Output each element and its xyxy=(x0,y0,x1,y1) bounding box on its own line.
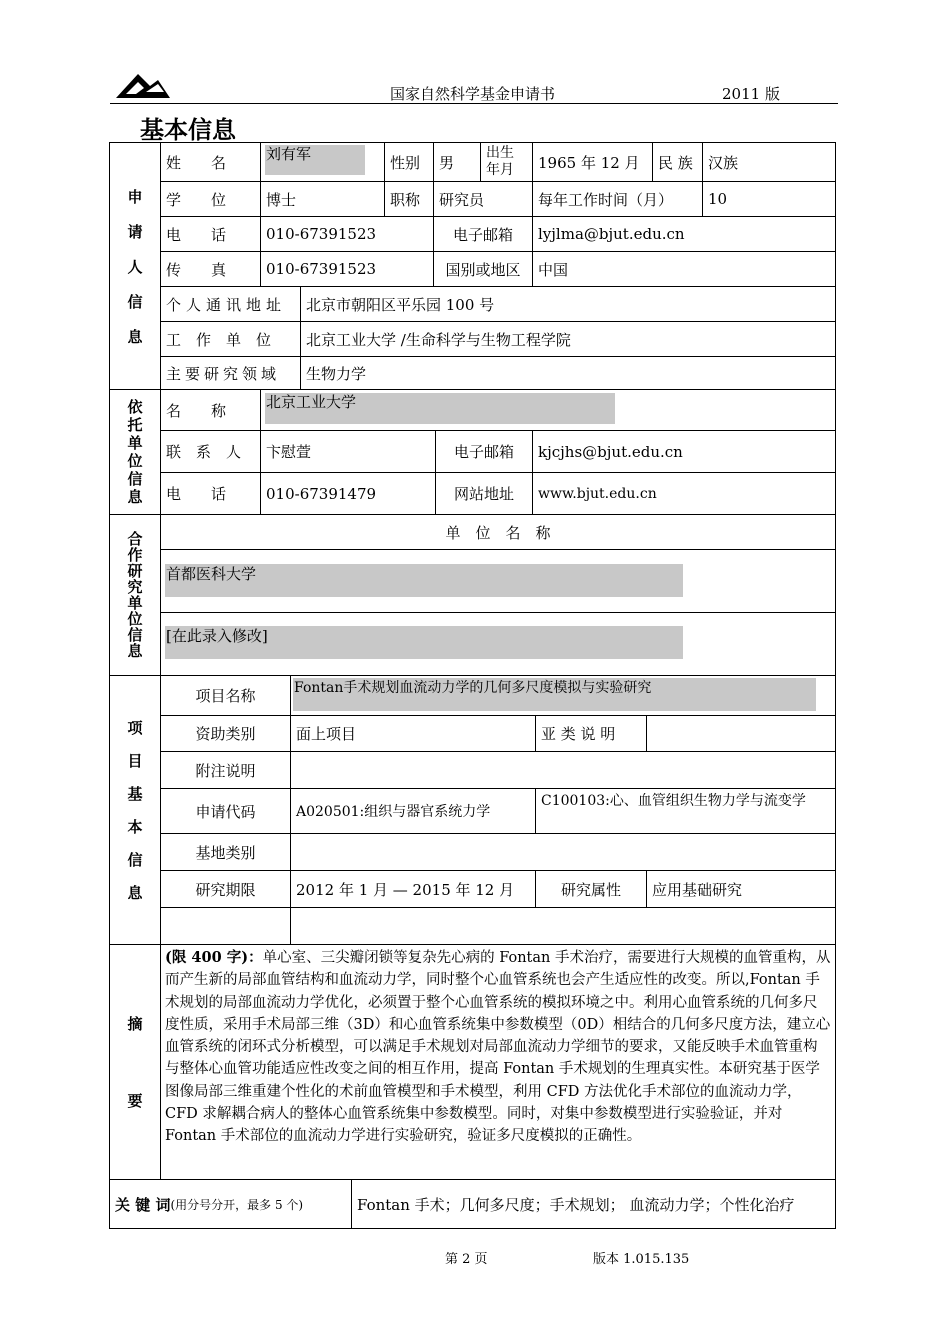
email-value: lyjlma@bjut.edu.cn xyxy=(532,216,836,252)
project-type-label: 资助类别 xyxy=(160,715,291,752)
worktime-value: 10 xyxy=(702,181,836,217)
project-name: Fontan手术规划血流动力学的几何多尺度模拟与实验研究 xyxy=(294,680,652,696)
host-web-value: www.bjut.edu.cn xyxy=(532,472,836,515)
project-period-value: 2012 年 1 月 — 2015 年 12 月 xyxy=(290,870,536,908)
degree-value: 博士 xyxy=(260,181,385,217)
project-name-label: 项目名称 xyxy=(160,675,291,716)
fax-value: 010-67391523 xyxy=(260,251,434,287)
host-name: 北京工业大学 xyxy=(266,393,357,411)
project-base-value[interactable] xyxy=(290,833,836,871)
unit-value: 北京工业大学 /生命科学与生物工程学院 xyxy=(300,321,836,357)
host-group-label: 依 托 单 位 信 息 xyxy=(109,389,161,515)
section-title: 基本信息 xyxy=(140,116,236,144)
host-name-label: 名 称 xyxy=(160,389,261,431)
project-group-label: 项 目 基 本 信 息 xyxy=(109,675,161,945)
header-title: 国家自然科学基金申请书 xyxy=(390,85,556,103)
title-value: 研究员 xyxy=(433,181,533,217)
ethnic-value: 汉族 xyxy=(702,142,836,182)
email-label: 电子邮箱 xyxy=(433,216,533,252)
ethnic-label: 民 族 xyxy=(652,142,703,182)
project-subtype-value[interactable] xyxy=(646,715,836,752)
footer-page: 第 2 页 xyxy=(445,1252,488,1267)
project-period-label: 研究期限 xyxy=(160,870,291,908)
birth-label: 出生年月 xyxy=(480,142,533,182)
project-subtype-label: 亚 类 说 明 xyxy=(535,715,647,752)
partner-unit2[interactable]: [在此录入修改] xyxy=(166,627,268,645)
country-value: 中国 xyxy=(532,251,836,287)
phone-value: 010-67391523 xyxy=(260,216,434,252)
project-code2: C100103:心、血管组织生物力学与流变学 xyxy=(535,788,836,834)
keywords-value: Fontan 手术；几何多尺度；手术规划； 血流动力学；个性化治疗 xyxy=(351,1179,836,1229)
name-label: 姓 名 xyxy=(160,142,261,182)
field-value: 生物力学 xyxy=(300,356,836,390)
footer-version: 版本 1.015.135 xyxy=(593,1252,690,1267)
project-type-value: 面上项目 xyxy=(290,715,536,752)
keywords-label-cell: 关 键 词 (用分号分开，最多 5 个) xyxy=(109,1179,352,1229)
address-value: 北京市朝阳区平乐园 100 号 xyxy=(300,286,836,322)
worktime-label: 每年工作时间（月） xyxy=(532,181,703,217)
nsfc-logo-icon xyxy=(114,70,172,100)
project-code1: A020501:组织与器官系统力学 xyxy=(290,788,536,834)
host-phone-label: 电 话 xyxy=(160,472,261,515)
partner-unit1: 首都医科大学 xyxy=(166,565,257,583)
country-label: 国别或地区 xyxy=(433,251,533,287)
host-web-label: 网站地址 xyxy=(435,472,533,515)
applicant-group-label: 申 请 人 信 息 xyxy=(109,142,161,390)
project-attr-value: 应用基础研究 xyxy=(646,870,836,908)
abstract-group-label: 摘 要 xyxy=(109,944,161,1180)
project-attr-label: 研究属性 xyxy=(535,870,647,908)
phone-label: 电 话 xyxy=(160,216,261,252)
header-version: 2011 版 xyxy=(722,85,780,103)
host-contact-value: 卞慰萱 xyxy=(260,430,436,473)
project-code-label: 申请代码 xyxy=(160,788,291,834)
abstract-text: (限 400 字)：单心室、三尖瓣闭锁等复杂先心病的 Fontan 手术治疗，需要进行大规模的血管重构，从而产生新的局部血管结构和血流动力学，同时整个心血管系统也会产生适应性的改变。所以,Fontan 手术规划的局部血流动力学优化，必须置于整个心血管系统的模拟环境之中。利用心血管系统的几何多尺度性质，采用手术局部三维（3D）和心血管系统集中参数模型（0D）相结合的几何多尺度方法，建立心血管系统的闭环式分析模型，可以满足手术规划对局部血流动力学细节的要求，又能反映手术血管重构与整体心血管功能适应性改变之间的相互作用，提高 Fontan 手术规划的生理真实性。本研究基于医学图像局部三维重建个性化的术前血管模型和手术模型，利用 CFD 方法优化手术部位的血流动力学，CFD 求解耦合病人的整体心血管系统集中参数模型。同时，对集中参数模型进行实验验证，并对 Fontan 手术部位的血流动力学进行实验研究，验证多尺度模拟的正确性。 xyxy=(160,944,836,1180)
project-note-label: 附注说明 xyxy=(160,751,291,789)
fax-label: 传 真 xyxy=(160,251,261,287)
project-empty-left xyxy=(160,907,291,945)
host-email-value: kjcjhs@bjut.edu.cn xyxy=(532,430,836,473)
host-email-label: 电子邮箱 xyxy=(435,430,533,473)
project-note-value[interactable] xyxy=(290,751,836,789)
unit-label: 工 作 单 位 xyxy=(160,321,301,357)
host-phone-value: 010-67391479 xyxy=(260,472,436,515)
project-empty-right xyxy=(290,907,836,945)
gender-label: 性别 xyxy=(384,142,434,182)
partner-group-label: 合 作 研 究 单 位 信 息 xyxy=(109,514,161,676)
address-label: 个人通讯地址 xyxy=(160,286,301,322)
gender-value: 男 xyxy=(433,142,481,182)
partner-header: 单 位 名 称 xyxy=(160,514,836,550)
birth-value: 1965 年 12 月 xyxy=(532,142,653,182)
field-label: 主要研究领域 xyxy=(160,356,301,390)
header-divider xyxy=(110,103,838,104)
title-label: 职称 xyxy=(384,181,434,217)
project-base-label: 基地类别 xyxy=(160,833,291,871)
degree-label: 学 位 xyxy=(160,181,261,217)
applicant-name: 刘有军 xyxy=(266,145,312,163)
host-contact-label: 联 系 人 xyxy=(160,430,261,473)
